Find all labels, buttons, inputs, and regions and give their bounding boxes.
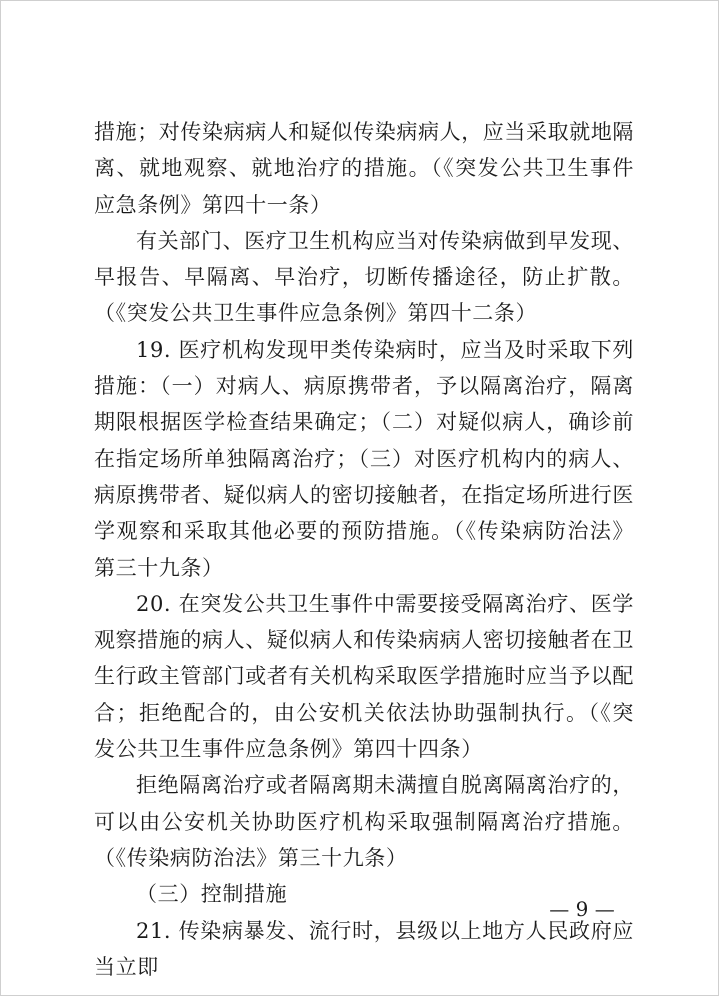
document-body (94, 114, 634, 985)
section-heading-control-measures: （三）控制措施 (136, 882, 288, 907)
paragraph-continuation: 措施；对传染病病人和疑似传染病病人，应当采取就地隔离、就地观察、就地治疗的措施。（《突发公共卫生事件应急条例》第四十一条） (94, 120, 634, 217)
paragraph-refusal: 拒绝隔离治疗或者隔离期未满擅自脱离隔离治疗的，可以由公安机关协助医疗机构采取强制隔离治疗措施。（《传染病防治法》第三十九条） (94, 773, 634, 870)
paragraph-article-21: 21. 传染病暴发、流行时，县级以上地方人民政府应当立即 (94, 918, 634, 979)
paragraph-article-19: 19. 医疗机构发现甲类传染病时，应当及时采取下列措施：（一）对病人、病原携带者，予以隔离治疗，隔离期限根据医学检查结果确定；（二）对疑似病人，确诊前在指定场所单独隔离治疗；（三）对医疗机构内的病人、病原携带者、疑似病人的密切接触者，在指定场所进行医学观察和采取其他必要的预防措施。（《传染病防治法》第三十九条） (94, 337, 634, 580)
paragraph-article-20: 20. 在突发公共卫生事件中需要接受隔离治疗、医学观察措施的病人、疑似病人和传染病病人密切接触者在卫生行政主管部门或者有关机构采取医学措施时应当予以配合；拒绝配合的，由公安机关依法协助强制执行。（《突发公共卫生事件应急条例》第四十四条） (94, 591, 634, 762)
paragraph-prevention: 有关部门、医疗卫生机构应当对传染病做到早发现、早报告、早隔离、早治疗，切断传播途径，防止扩散。（《突发公共卫生事件应急条例》第四十二条） (94, 228, 634, 326)
page-number: — 9 — (549, 897, 615, 921)
